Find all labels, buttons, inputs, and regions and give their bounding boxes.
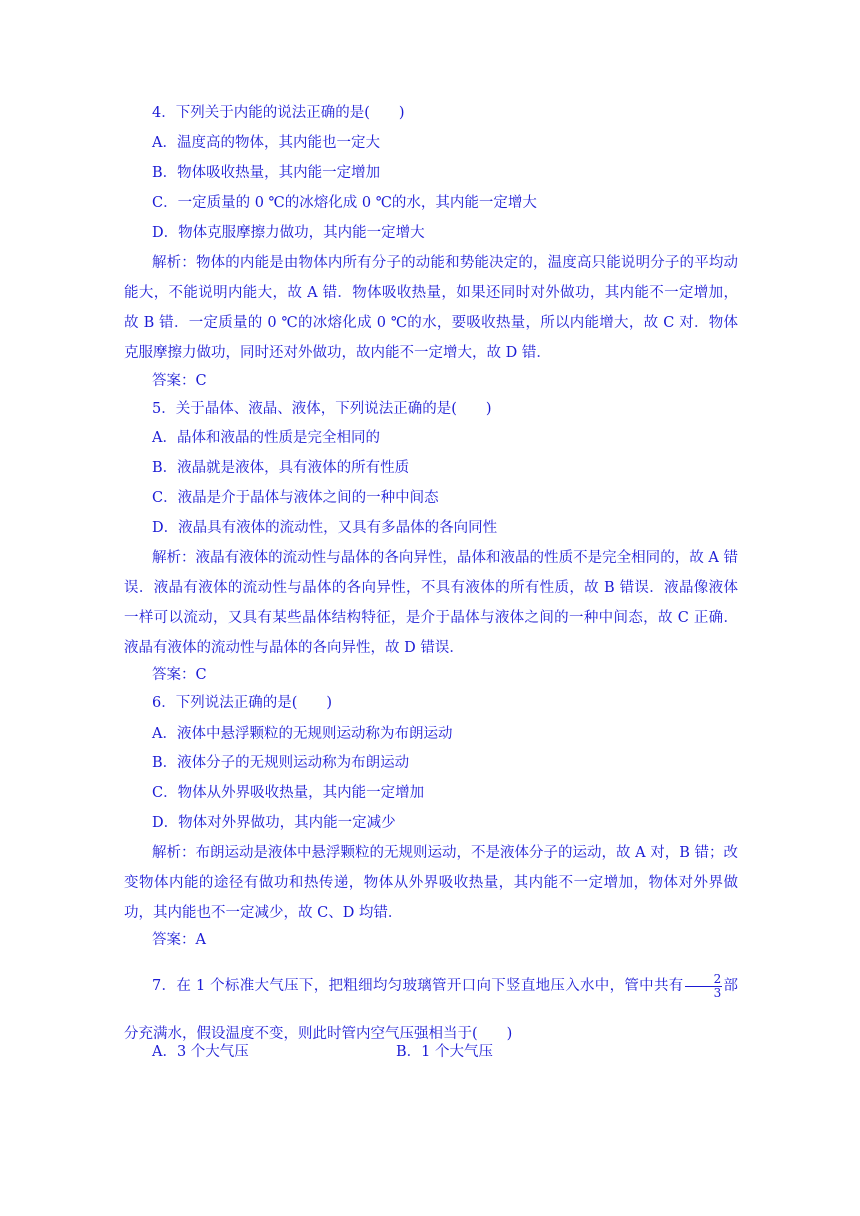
fraction-denominator: 3	[713, 985, 722, 1000]
q6-option-d: D．物体对外界做功，其内能一定减少	[152, 815, 396, 831]
q5-option-c: C．液晶是介于晶体与液体之间的一种中间态	[152, 490, 439, 506]
q5-answer: 答案：C	[152, 667, 207, 683]
q6-option-b: B．液体分子的无规则运动称为布朗运动	[152, 755, 410, 771]
q6-answer: 答案：A	[152, 932, 206, 948]
q5-analysis: 解析：液晶有液体的流动性与晶体的各向异性，晶体和液晶的性质不是完全相同的，故 A 错误．液晶有液体的流动性与晶体的各向异性，不具有液体的所有性质，故 B 错误．液晶像液体一样可以流动，又具有某些晶体结构特征，是介于晶体与液体之间的一种中间态，故 C 正确．液晶有液体的流动性与晶体的各向异性，故 D 错误．	[124, 550, 738, 656]
fraction	[685, 973, 723, 1000]
q4-option-a: A．温度高的物体，其内能也一定大	[152, 135, 380, 151]
q5-stem: 5．关于晶体、液晶、液体，下列说法正确的是( )	[152, 401, 492, 417]
q6-option-a: A．液体中悬浮颗粒的无规则运动称为布朗运动	[152, 726, 453, 742]
q5-option-b: B．液晶就是液体，具有液体的所有性质	[152, 460, 410, 476]
q4-analysis: 解析：物体的内能是由物体内所有分子的动能和势能决定的，温度高只能说明分子的平均动能大，不能说明内能大，故 A 错．物体吸收热量，如果还同时对外做功，其内能不一定增加，故 B 错．一定质量的 0 ℃的冰熔化成 0 ℃的水，要吸收热量，所以内能增大，故 C 对．物体克服摩擦力做功，同时还对外做功，故内能不一定增大，故 D 错．	[124, 255, 738, 361]
q5-option-a: A．晶体和液晶的性质是完全相同的	[152, 430, 380, 446]
q4-stem: 4．下列关于内能的说法正确的是( )	[152, 105, 405, 121]
q7-stem-after: 部分充满水，假设温度不变，则此时管内空气压强相当于( )	[124, 978, 738, 1042]
q4-option-d: D．物体克服摩擦力做功，其内能一定增大	[152, 225, 425, 241]
q6-option-c: C．物体从外界吸收热量，其内能一定增加	[152, 785, 425, 801]
q7-stem-before: 7．在 1 个标准大气压下，把粗细均匀玻璃管开口向下竖直地压入水中，管中共有	[152, 978, 684, 994]
q4-answer: 答案：C	[152, 373, 207, 389]
q6-analysis: 解析：布朗运动是液体中悬浮颗粒的无规则运动，不是液体分子的运动，故 A 对，B 错；改变物体内能的途径有做功和热传递，物体从外界吸收热量，其内能不一定增加，物体对外界做功，其内能也不一定减少，故 C、D 均错．	[124, 845, 738, 921]
q4-option-b: B．物体吸收热量，其内能一定增加	[152, 165, 381, 181]
q5-option-d: D．液晶具有液体的流动性，又具有多晶体的各向同性	[152, 520, 498, 536]
q4-option-c: C．一定质量的 0 ℃的冰熔化成 0 ℃的水，其内能一定增大	[152, 195, 537, 211]
fraction-numerator: 2	[685, 973, 723, 987]
q7-option-b: B．1 个大气压	[396, 1044, 493, 1060]
q6-stem: 6．下列说法正确的是( )	[152, 695, 333, 711]
q7-option-a: A．3 个大气压	[152, 1044, 249, 1060]
